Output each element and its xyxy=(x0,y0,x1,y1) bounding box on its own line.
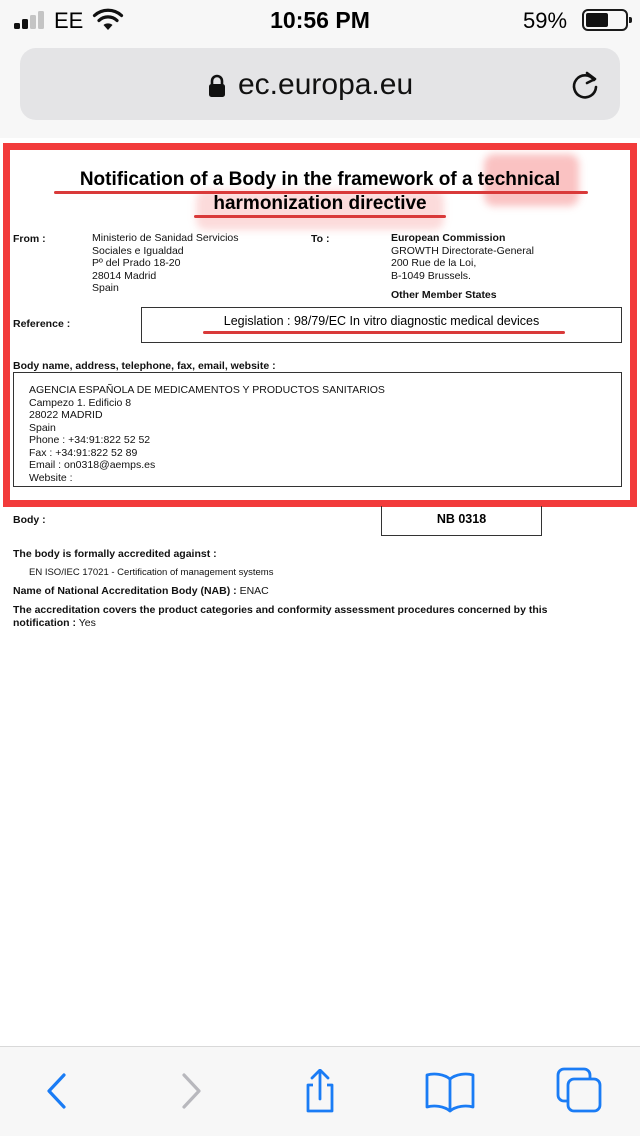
body-number: NB 0318 xyxy=(436,512,487,526)
back-icon[interactable] xyxy=(36,1069,80,1113)
reference-label: Reference : xyxy=(13,318,71,330)
forward-icon[interactable] xyxy=(168,1069,212,1113)
accredited-label: The body is formally accredited against : xyxy=(13,548,217,560)
reload-icon[interactable] xyxy=(568,68,602,102)
from-label: From : xyxy=(13,233,46,245)
lock-icon xyxy=(208,74,226,98)
tabs-icon[interactable] xyxy=(556,1067,604,1115)
accredited-value: EN ISO/IEC 17021 - Certification of management systems xyxy=(29,567,274,578)
underline-mark xyxy=(203,331,565,334)
browser-address-area xyxy=(0,42,640,138)
safari-toolbar xyxy=(0,1046,640,1136)
body-details-label: Body name, address, telephone, fax, email, website : xyxy=(13,360,276,372)
document-title: Notification of a Body in the framework of a technical xyxy=(79,169,561,190)
to-label: To : xyxy=(311,233,330,245)
status-time: 10:56 PM xyxy=(270,7,370,33)
body-details-text: AGENCIA ESPAÑOLA DE MEDICAMENTOS Y PRODUCTOS SANITARIOS Campezo 1. Edificio 8 28022 MADRID Spain Phone : +34:91:822 52 52 Fax : +34:91:822 52 89 Email : on0318@aemps.es Website : xyxy=(29,384,385,484)
to-address: European Commission GROWTH Directorate-General 200 Rue de la Loi, B-1049 Brussels. xyxy=(391,232,534,282)
body-label: Body : xyxy=(13,514,46,526)
bookmarks-icon[interactable] xyxy=(424,1069,476,1113)
battery-percent: 59% xyxy=(523,8,568,33)
other-member-states: Other Member States xyxy=(391,289,497,301)
reference-value: Legislation : 98/79/EC In vitro diagnostic medical devices xyxy=(223,314,540,328)
body-details-box xyxy=(13,372,622,487)
nab-line: Name of National Accreditation Body (NAB) : ENAC xyxy=(13,585,269,597)
document-page xyxy=(0,140,640,1046)
share-icon[interactable] xyxy=(298,1069,342,1113)
underline-mark xyxy=(194,215,446,218)
battery-icon xyxy=(582,9,628,31)
from-address: Ministerio de Sanidad Servicios Sociales e Igualdad Pº del Prado 18-20 28014 Madrid Spain xyxy=(92,232,239,294)
status-bar xyxy=(0,0,640,42)
coverage-line: The accreditation covers the product categories and conformity assessment procedures concerned by this notification : Yes xyxy=(13,604,548,629)
body-number-box xyxy=(381,506,542,536)
url-text: ec.europa.eu xyxy=(238,68,414,101)
document-title-line2: harmonization directive xyxy=(213,193,427,214)
address-bar[interactable] xyxy=(20,48,620,120)
reference-box xyxy=(141,307,622,343)
carrier-name: EE xyxy=(54,8,84,33)
